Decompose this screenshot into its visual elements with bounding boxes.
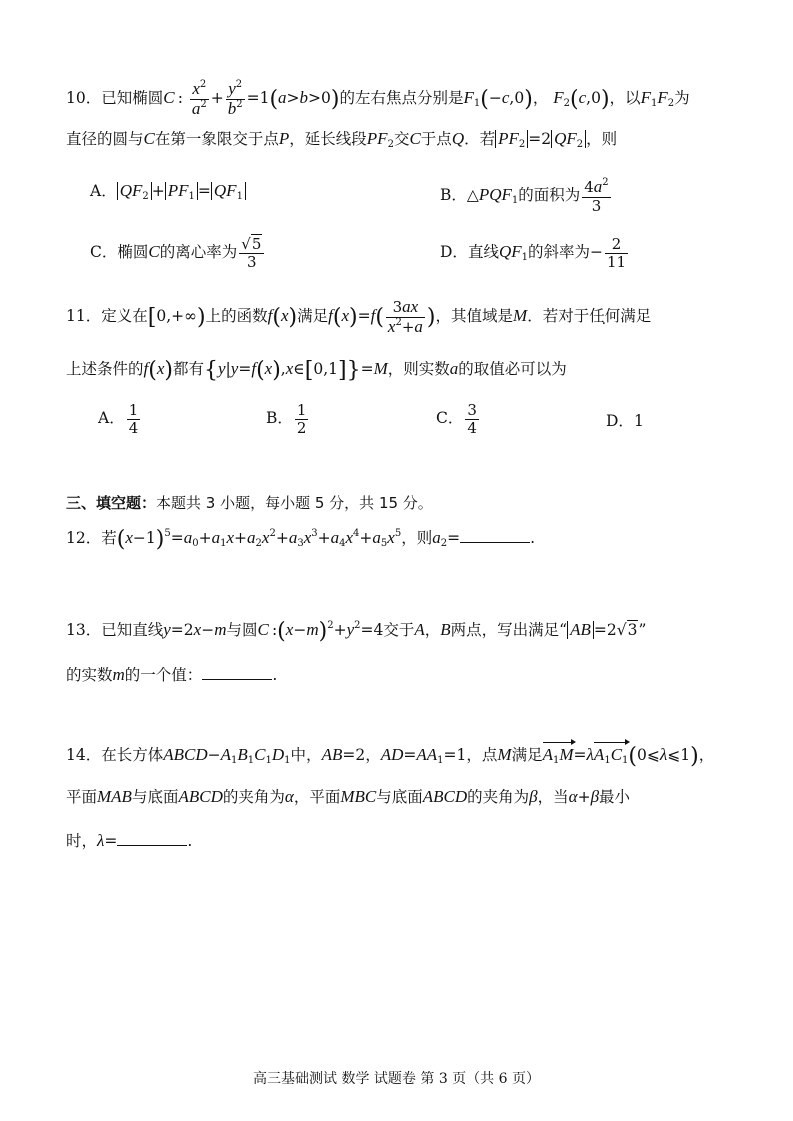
q14-text: 满足 [511,746,543,764]
q13-text: 交于 [383,621,415,639]
q11-option-b [266,402,310,436]
q10-text: 的左右焦点分别是 [339,89,464,108]
q10-option-d: D．直线$QF_1$的斜率为− $\frac{2}{11}$ [440,235,627,271]
option-label: C． [90,243,118,261]
q13-text: ” [638,621,647,639]
answer-blank[interactable] [202,665,272,680]
q14-text: 最小 [599,788,631,806]
option-text: 的面积为 [518,186,581,205]
answer-blank[interactable] [117,831,187,846]
q14-line3: 时，λ= . [66,831,193,850]
section-3-heading [66,492,726,514]
q14-text: 平面 [66,788,98,806]
fraction: $\frac{√5}{3}$ [239,236,264,270]
q14-text: 与底面 [376,788,423,806]
q10-number: 10． [66,89,102,108]
fraction: $\frac{y^2}{b^2}$ [227,79,243,118]
q14-line1: 14．在长方体$ABCD-A_1B_1C_1D_1$中，AB=2，$AD=AA_1=1$，点M满足$A_1M=\lambda A_1C_1(0⩽\lambda⩽1)$， [66,744,715,769]
q14-line2: 平面MAB与底面ABCD的夹角为α，平面MBC与底面ABCD的夹角为β，当α+β最小 [66,787,631,806]
fraction: $\frac{3}{4}$ [467,401,477,437]
q10-text: 直径的圆与 [66,130,144,148]
q11-text: 上述条件的 [66,360,144,378]
q10-option-c: C．椭圆C的离心率为 $\frac{√5}{3}$ [90,236,266,270]
q13-line1: 13．已知直线y=2x−m与圆C $:(x-m)^2+y^2=4$交于A，B两点，写出满足“ AB =2√3” [66,619,647,644]
option-label: B． [440,186,467,205]
section-desc: 本题共 3 小题，每小题 5 分，共 15 分。 [156,494,433,512]
q11-number: 11． [66,307,102,326]
q12-text: 若 [101,529,117,547]
q14-number: 14． [66,746,102,764]
q13-text: 的一个值： [124,666,203,684]
q14-text: ，平面 [293,788,341,806]
q10-text: ．若 [464,130,496,148]
fraction: $\frac{1}{4}$ [128,401,139,437]
option-label: D． [440,243,468,261]
q13-text: 已知直线 [101,621,164,639]
q12-line: 12．若$(x-1)^5=a_0+a_1x+a_2x^2+a_3x^3+a_4x^4+a_5x^5$，则$a_2=$ . [66,527,536,552]
option-value: 1 [633,412,644,430]
q10-text: ，以 [609,89,641,108]
q10-text: 已知椭圆 [101,89,164,108]
option-label: D． [606,412,634,430]
fraction: $\frac{3ax}{x^2+a}$ [387,297,423,336]
q10-text: 交 [393,130,410,148]
q11-text: 上的函数 [205,307,268,326]
q11-emphasis: 任何 [589,307,621,326]
option-label: B． [266,409,293,427]
q11-line1: 11．定义在[0,+∞)上的函数f(x)满足f(x)=f( $\frac{3ax}{x^2+a}$ )，其值域是M．若对于任何满足 [66,297,652,336]
q10-text: 为 [674,89,690,108]
q11-option-d [606,410,644,432]
fraction: $\frac{1}{2}$ [296,401,307,437]
option-label: A． [98,409,125,427]
fraction: $\frac{x^2}{a^2}$ [191,79,207,118]
q11-text: 定义在 [101,307,148,326]
q11-text: 的取值必可以为 [458,360,567,378]
q10-option-b: B．$\triangle PQF_1$的面积为 $\frac{4a^2}{3}$ [440,177,609,215]
option-label: C． [436,409,464,427]
q10-line2: 直径的圆与C在第一象限交于点P，延长线段$PF_2$交C于点Q．若 $PF_2 =2$ $QF_2$ ，则 [66,129,618,150]
q14-text: 的夹角为 [222,788,285,806]
q11-text: ，则实数 [387,360,450,378]
option-label: A． [90,182,117,200]
q10-text: ，延长线段 [289,130,367,148]
q10-option-a: A． $QF_2 + PF_1 = QF_1$ [90,180,246,202]
page-footer: 高三基础测试 数学 试题卷 第 3 页（共 6 页） [253,1071,540,1087]
q11-option-c [436,402,481,436]
q10-text: 于点 [420,130,452,148]
q12-number: 12． [66,529,102,547]
section-title: 三、填空题： [66,494,157,512]
q14-text: 时， [66,832,98,850]
q13-text: 的实数 [66,666,113,684]
q14-text: 的夹角为 [467,788,530,806]
q10-text: 在第一象限交于点 [154,130,279,148]
fraction: $\frac{4a^2}{3}$ [584,177,609,215]
option-text: 椭圆 [117,243,149,261]
q12-text: ，则 [401,529,433,547]
q14-text: ，点 [466,746,498,764]
q11-text: 都有 [172,360,204,378]
option-text: 的斜率为 [528,243,591,261]
q14-text: 中， [290,746,322,764]
q13-text: 两点，写出满足“ [450,621,568,639]
q13-line2: 的实数m的一个值： . [66,665,278,684]
q11-text: 满足 [620,307,652,326]
q10-line1: 10．已知椭圆C : $\frac{x^2}{a^2}$ + $\frac{y^2}{b^2}$ =1(a>b>0)的左右焦点分别是$F_1(-c,0)$， $F_2(c,0)$，以$F_1F_2$为 [66,79,690,118]
q13-number: 13． [66,621,102,639]
q11-option-a [98,402,142,436]
fraction: $\frac{2}{11}$ [607,235,627,271]
q10-text: ，则 [586,130,618,148]
q13-text: 与圆 [226,621,258,639]
q11-text: 满足 [297,307,329,326]
option-text: 的离心率为 [159,243,238,261]
q14-text: ， [698,746,715,764]
q14-text: ，当 [537,788,569,806]
option-text: 直线 [467,243,499,261]
q14-text: 在长方体 [101,746,164,764]
answer-blank[interactable] [460,528,530,543]
q14-text: 与底面 [131,788,179,806]
q14-text: ， [365,746,381,764]
q11-text: ，其值域是 [435,307,514,326]
q11-line2: 上述条件的f(x)都有{y|y=f(x),x∈[0,1]}=M，则实数a的取值必可以为 [66,358,567,383]
q13-text: ， [424,621,441,639]
q11-text: ．若对于 [527,307,590,326]
